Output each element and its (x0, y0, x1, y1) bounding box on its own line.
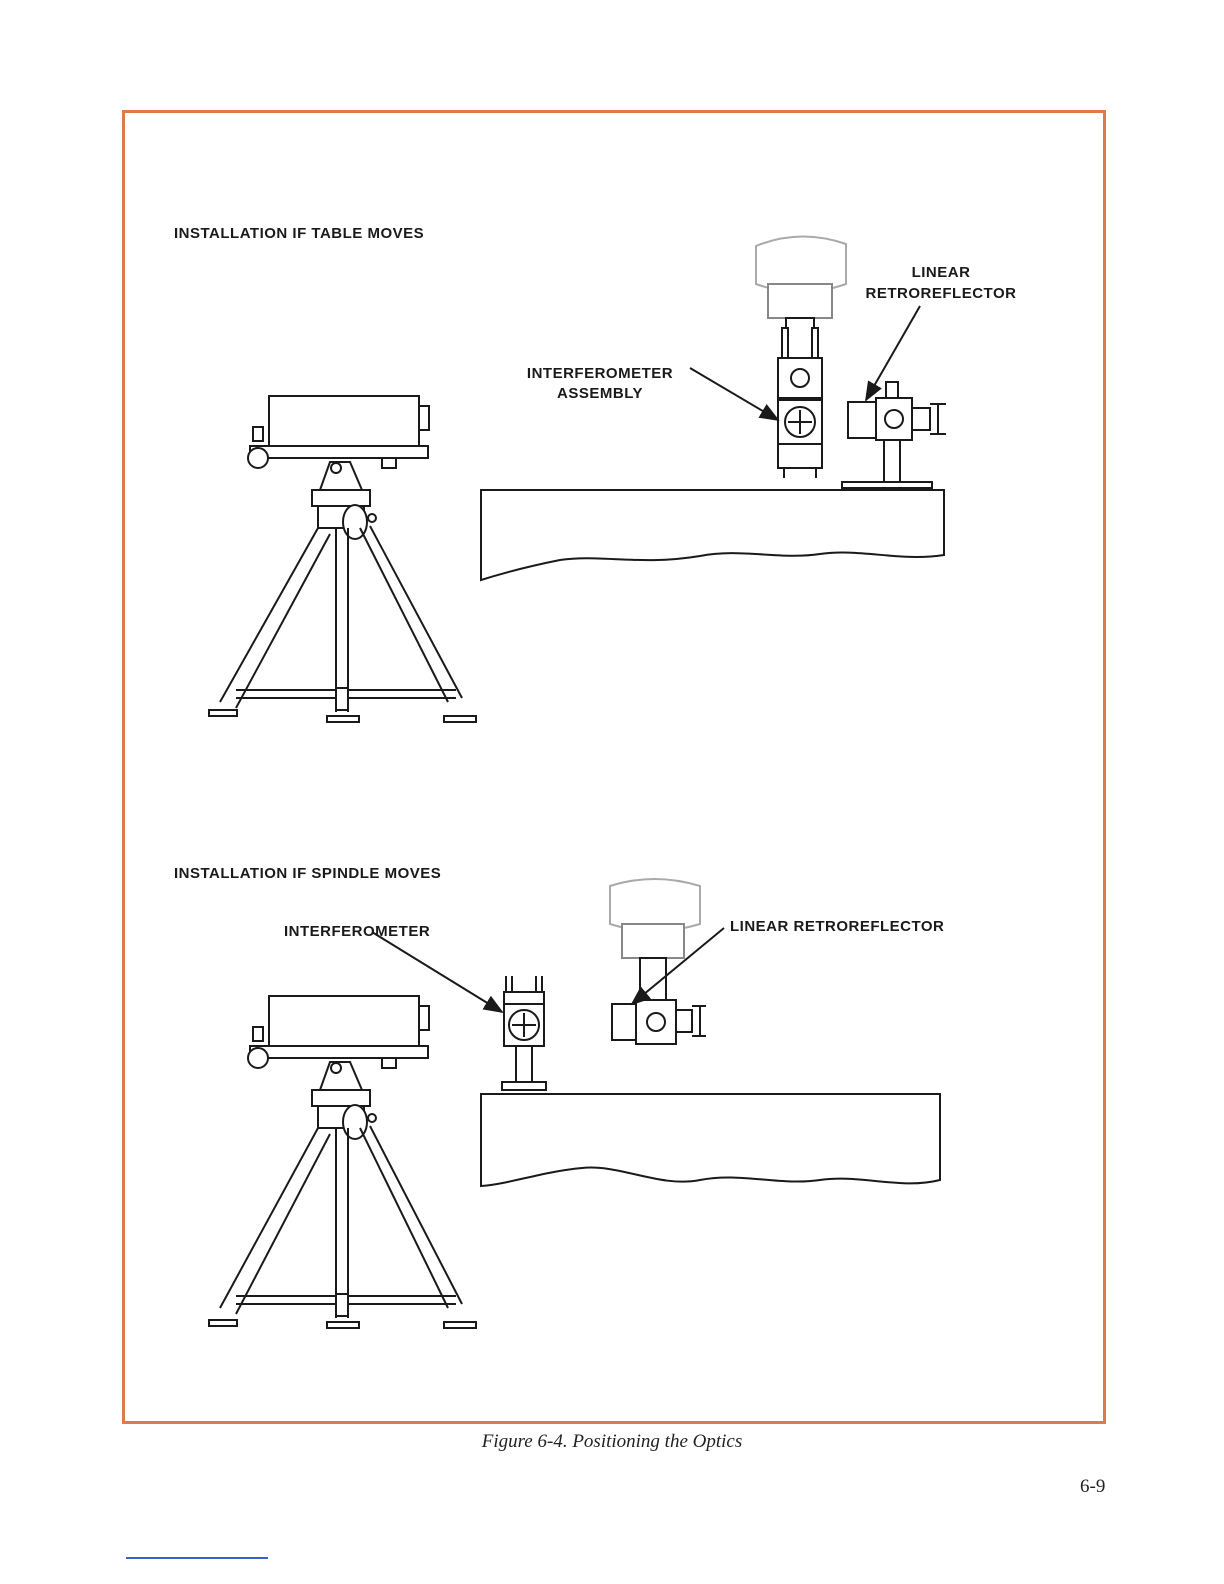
title-spindle-moves: INSTALLATION IF SPINDLE MOVES (174, 865, 442, 882)
tripod-laser-head-bottom (209, 996, 476, 1328)
spindle-interferometer-assembly-top (756, 236, 846, 478)
label-interferometer-bottom: INTERFEROMETER (284, 923, 431, 940)
interferometer-on-stand-bottom (502, 976, 546, 1090)
page-number: 6-9 (1080, 1476, 1106, 1497)
label-assembly-line2-top: ASSEMBLY (557, 385, 643, 402)
machine-table-bottom (481, 1094, 940, 1186)
figure-caption: Figure 6-4. Positioning the Optics (481, 1431, 743, 1452)
label-linear-retroreflector-bottom: LINEAR RETROREFLECTOR (730, 918, 945, 935)
title-table-moves: INSTALLATION IF TABLE MOVES (174, 225, 425, 242)
linear-retroreflector-top (842, 382, 946, 488)
footer-rule (126, 1557, 268, 1559)
arrow-interferometer-top (690, 368, 778, 420)
machine-table-top (481, 490, 944, 580)
label-interferometer-line1-top: INTERFEROMETER (526, 365, 674, 382)
label-retroreflector-line2-top: RETROREFLECTOR (865, 285, 1017, 302)
tripod-laser-head-top (209, 396, 476, 722)
label-linear-line1-top: LINEAR (911, 264, 971, 281)
spindle-retroreflector-bottom (610, 879, 706, 1044)
